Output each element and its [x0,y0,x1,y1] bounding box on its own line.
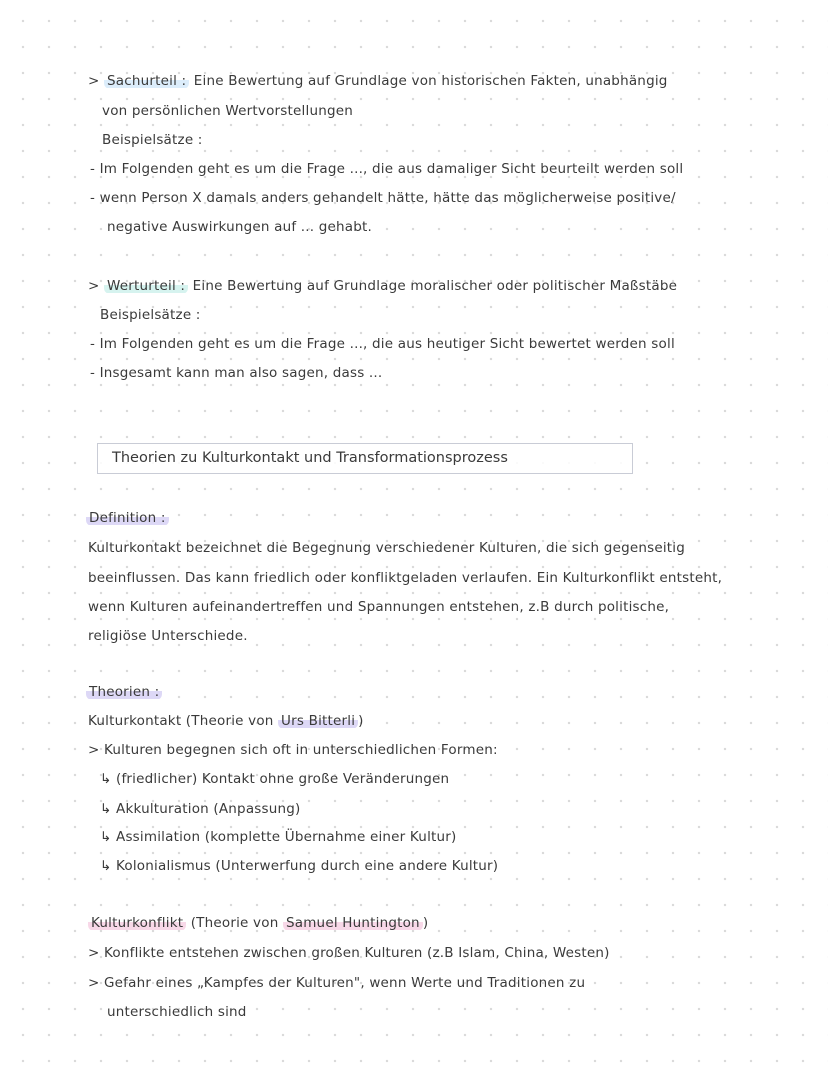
kulturkonflikt-line [88,914,428,932]
dash-marker: - [90,161,96,177]
example-text: Im Folgenden geht es um die Frage ..., die aus damaliger Sicht beurteilt werden soll [99,161,684,177]
sachurteil-definition-line2: von persönlichen Wertvorstellungen [102,103,353,119]
definition-heading-line [86,509,169,527]
theorist-name: Urs Bitterli [278,713,358,729]
kulturkonflikt-prefix: (Theorie von [190,915,279,931]
section-title: Theorien zu Kulturkontakt und Transformationsprozess [112,450,508,466]
example-text: Insgesamt kann man also sagen, dass ... [99,365,383,381]
point-text: Gefahr eines „Kampfes der Kulturen", wenn Werte und Traditionen zu [104,975,586,991]
form-item [100,828,456,846]
bullet-marker: > [88,742,100,758]
theorien-heading-line [86,683,162,701]
theorist-name: Samuel Huntington [283,915,423,931]
form-item [100,800,301,818]
form-item [100,770,449,788]
intro-text: Kulturen begegnen sich oft in unterschiedlichen Formen: [104,742,498,758]
definition-line-3: wenn Kulturen aufeinandertreffen und Spannungen entstehen, z.B durch politische, [88,599,670,615]
werturteil-examples-label: Beispielsätze : [100,307,201,323]
arrow-marker: ↳ [100,858,112,874]
point-text: Konflikte entstehen zwischen großen Kulturen (z.B Islam, China, Westen) [104,945,610,961]
sachurteil-example-1 [90,160,683,178]
definition-heading: Definition : [86,510,169,526]
arrow-marker: ↳ [100,829,112,845]
definition-line-1: Kulturkontakt bezeichnet die Begegnung verschiedener Kulturen, die sich gegenseitig [88,540,686,556]
sachurteil-examples-label: Beispielsätze : [102,132,203,148]
kulturkontakt-line [88,712,364,730]
sachurteil-definition: Eine Bewertung auf Grundlage von historischen Fakten, unabhängig [193,73,668,89]
kulturkonflikt-point-2-cont: unterschiedlich sind [107,1004,247,1020]
kulturkonflikt-term: Kulturkonflikt [88,915,186,931]
form-text: Kolonialismus (Unterwerfung durch eine andere Kultur) [116,858,499,874]
kulturkontakt-suffix: ) [358,713,364,729]
werturteil-example-2 [90,364,382,382]
dash-marker: - [90,365,96,381]
arrow-marker: ↳ [100,771,112,787]
arrow-marker: ↳ [100,801,112,817]
form-text: Akkulturation (Anpassung) [116,801,301,817]
dash-marker: - [90,190,96,206]
kulturkonflikt-suffix: ) [422,915,429,931]
sachurteil-term: Sachurteil : [104,73,189,89]
kulturkontakt-prefix: Kulturkontakt (Theorie von [88,713,274,729]
sachurteil-example-2 [90,189,676,207]
werturteil-definition: Eine Bewertung auf Grundlage moralischer oder politischer Maßstäbe [192,278,678,294]
kulturkontakt-intro [88,741,498,759]
kulturkonflikt-point-2 [88,974,585,992]
bullet-marker: > [88,945,100,961]
form-text: (friedlicher) Kontakt ohne große Veränderungen [116,771,450,787]
example-text: wenn Person X damals anders gehandelt hätte, hätte das möglicherweise positive/ [99,190,676,206]
dash-marker: - [90,336,96,352]
definition-line-4: religiöse Unterschiede. [88,628,248,644]
theorien-heading: Theorien : [86,684,162,700]
werturteil-definition-line [88,277,677,295]
bullet-marker: > [88,278,100,294]
example-text: Im Folgenden geht es um die Frage ..., die aus heutiger Sicht bewertet werden soll [99,336,675,352]
kulturkonflikt-point-1 [88,944,610,962]
sachurteil-definition-line [88,72,668,90]
bullet-marker: > [88,975,100,991]
form-item [100,857,498,875]
sachurteil-example-2-cont: negative Auswirkungen auf ... gehabt. [107,219,373,235]
werturteil-term: Werturteil : [104,278,188,294]
definition-line-2: beeinflussen. Das kann friedlich oder konfliktgeladen verlaufen. Ein Kulturkonflikt entsteht, [88,570,723,586]
bullet-marker: > [88,73,100,89]
section-title-box [97,443,633,474]
form-text: Assimilation (komplette Übernahme einer Kultur) [116,829,457,845]
werturteil-example-1 [90,335,675,353]
